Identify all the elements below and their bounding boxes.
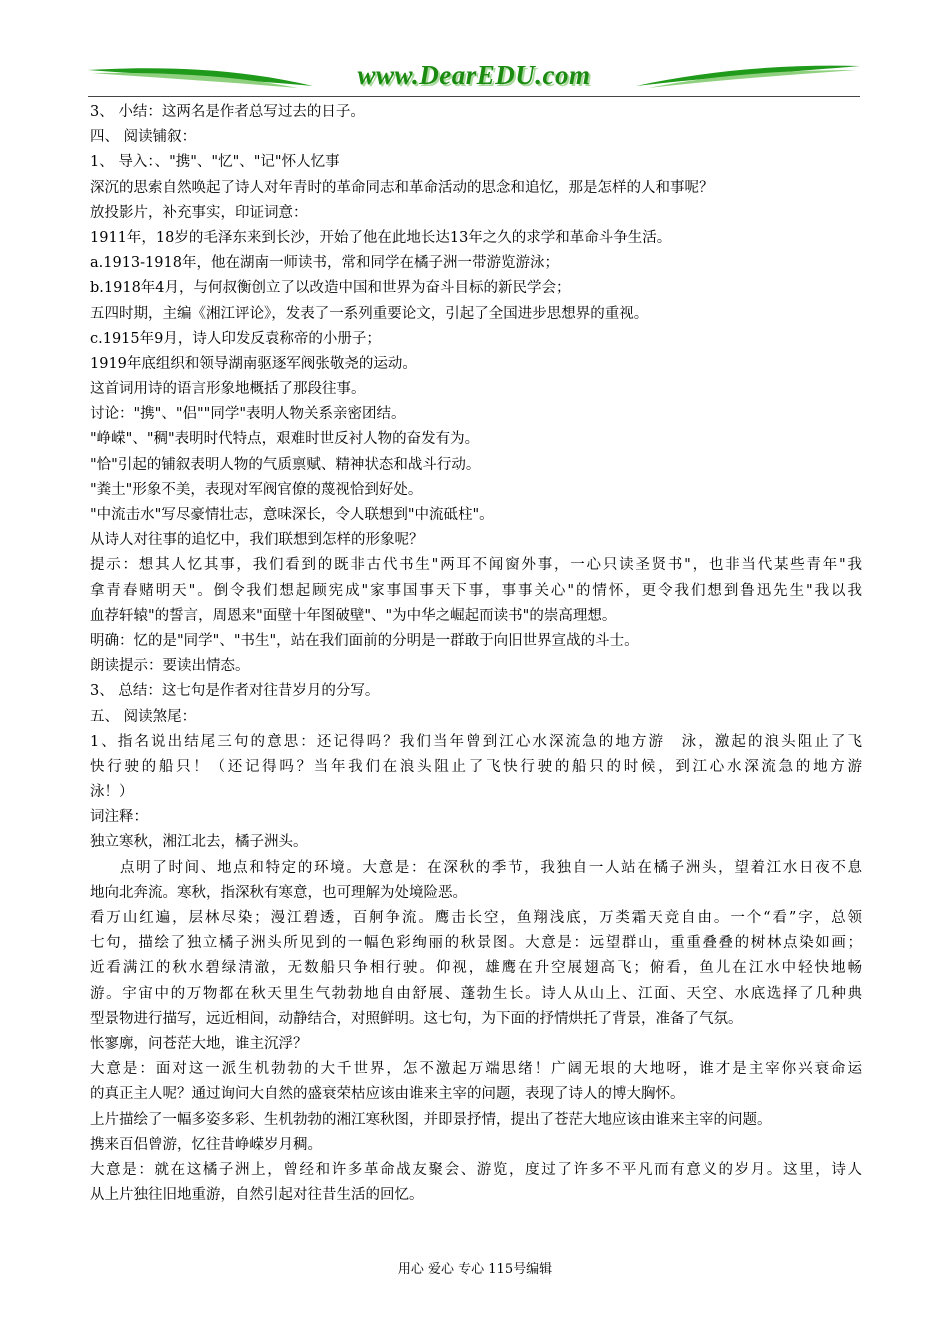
- poem-line: 携来百侣曾游，忆往昔峥嵘岁月稠。: [90, 1136, 322, 1153]
- text-line: 五四时期，主编《湘江评论》，发表了一系列重要论文，引起了全国进步思想界的重视。: [90, 305, 649, 322]
- header-divider: [88, 96, 860, 97]
- section-heading: 五、 阅读煞尾：: [90, 708, 197, 725]
- page-footer: 用心 爱心 专心 115号编辑: [397, 1262, 553, 1277]
- text-line: 的真正主人呢？通过询问大自然的盛衰荣枯应该由谁来主宰的问题，表现了诗人的博大胸怀。: [90, 1086, 685, 1103]
- text-line: 提示：想其人忆其事，我们看到的既非古代书生"两耳不闻窗外事，一心只读圣贤书"，也非当代某些青年"我: [90, 557, 862, 574]
- text-line: 1919年底组织和领导湖南驱逐军阀张敬尧的运动。: [90, 355, 417, 372]
- text-line: 大意是：面对这一派生机勃勃的大千世界，怎不激起万端思绪！广阔无垠的大地呀，谁才是主宰你兴衰命运: [90, 1061, 862, 1078]
- text-line: "恰"引起的铺叙表明人物的气质禀赋、精神状态和战斗行动。: [90, 456, 481, 473]
- text-line: 型景物进行描写，远近相间，动静结合，对照鲜明。这七句，为下面的抒情烘托了背景，准备了气氛。: [90, 1010, 743, 1027]
- text-line: b.1918年4月，与何叔衡创立了以改造中国和世界为奋斗目标的新民学会；: [90, 280, 571, 297]
- text-line: 1、 导入：、"携"、"忆"、"记"怀人忆事: [90, 154, 340, 171]
- text-line: 1911年，18岁的毛泽东来到长沙，开始了他在此地长达13年之久的求学和革命斗争生活。: [90, 229, 672, 246]
- text-line: 明确：忆的是"同学"、"书生"，站在我们面前的分明是一群敢于向旧世界宣战的斗士。: [90, 632, 639, 649]
- text-line: 快行驶的船只！（还记得吗？当年我们在浪头阻止了飞快行驶的船只的时候，到江心水深流急的地方游: [90, 758, 862, 775]
- text-line: 这首词用诗的语言形象地概括了那段往事。: [90, 381, 366, 398]
- text-line: 从上片独往旧地重游，自然引起对往昔生活的回忆。: [90, 1187, 424, 1204]
- text-line: 看万山红遍，层林尽染；漫江碧透，百舸争流。鹰击长空，鱼翔浅底，万类霜天竞自由。一个“看”字，总领: [90, 910, 862, 926]
- poem-line: 怅寥廓，问苍茫大地，谁主沉浮？: [90, 1035, 308, 1052]
- text-line: 1、指名说出结尾三句的意思：还记得吗？我们当年曾到江心水深流急的地方游 泳，激起的浪头阻止了飞: [90, 733, 862, 750]
- text-line: 词注释：: [90, 809, 148, 826]
- text-line: 拿青春赌明天"。倒令我们想起顾宪成"家事国事天下事，事事关心"的情怀，更令我们想到鲁迅先生"我以我: [90, 582, 862, 599]
- poem-line: 独立寒秋，湘江北去，橘子洲头。: [90, 834, 308, 851]
- text-line: 3、 总结：这七句是作者对往昔岁月的分写。: [90, 683, 380, 700]
- text-line: c.1915年9月，诗人印发反袁称帝的小册子；: [90, 330, 381, 347]
- text-line: 七句，描绘了独立橘子洲头所见到的一幅色彩绚丽的秋景图。大意是：远望群山，重重叠叠的树林点染如画；: [90, 935, 862, 952]
- text-line: 深沉的思索自然唤起了诗人对年青时的革命同志和革命活动的思念和追忆，那是怎样的人和事呢？: [90, 179, 714, 196]
- section-heading: 四、 阅读铺叙：: [90, 129, 197, 146]
- text-line: 3、 小结：这两名是作者总写过去的日子。: [90, 104, 365, 120]
- text-line: 近看满江的秋水碧绿清澈，无数船只争相行驶。仰视，雄鹰在升空展翅高飞；俯看，鱼儿在江水中轻快地畅: [90, 960, 862, 977]
- text-line: 放投影片，补充事实，印证词意：: [90, 204, 308, 221]
- text-line: 大意是：就在这橘子洲上，曾经和许多革命战友聚会、游览，度过了许多不平凡而有意义的岁月。这里，诗人: [90, 1161, 862, 1178]
- text-line: "中流击水"写尽豪情壮志，意味深长，令人联想到"中流砥柱"。: [90, 507, 494, 523]
- text-line: 讨论："携"、"侣""同学"表明人物关系亲密团结。: [90, 406, 406, 423]
- text-line: a.1913-1918年，他在湖南一师读书，常和同学在橘子洲一带游览游泳；: [90, 255, 559, 272]
- text-line: 上片描绘了一幅多姿多彩、生机勃勃的湘江寒秋图，并即景抒情，提出了苍茫大地应该由谁来主宰的问题。: [90, 1111, 772, 1128]
- text-line: 从诗人对往事的追忆中，我们联想到怎样的形象呢？: [90, 532, 424, 549]
- text-line: "峥嵘"、"稠"表明时代特点，艰难时世反衬人物的奋发有为。: [90, 431, 480, 448]
- document-body: [90, 100, 862, 1208]
- text-line: 泳！）: [90, 784, 134, 801]
- text-line: 点明了时间、地点和特定的环境。大意是：在深秋的季节，我独自一人站在橘子洲头，望着江水日夜不息: [120, 859, 862, 876]
- text-line: 游。宇宙中的万物都在秋天里生气勃勃地自由舒展、蓬勃生长。诗人从山上、江面、天空、水底选择了几种典: [90, 985, 862, 1002]
- site-brand-logo: www.DearEDU.com: [357, 60, 591, 90]
- text-line: 朗读提示：要读出情态。: [90, 658, 250, 675]
- site-header: [88, 56, 860, 100]
- text-line: "粪土"形象不美，表现对军阀官僚的蔑视恰到好处。: [90, 481, 423, 498]
- text-line: 地向北奔流。寒秋，指深秋有寒意，也可理解为处境险恶。: [90, 884, 467, 901]
- text-line: 血荐轩辕"的誓言，周恩来"面壁十年图破壁"、"为中华之崛起而读书"的崇高理想。: [90, 607, 617, 624]
